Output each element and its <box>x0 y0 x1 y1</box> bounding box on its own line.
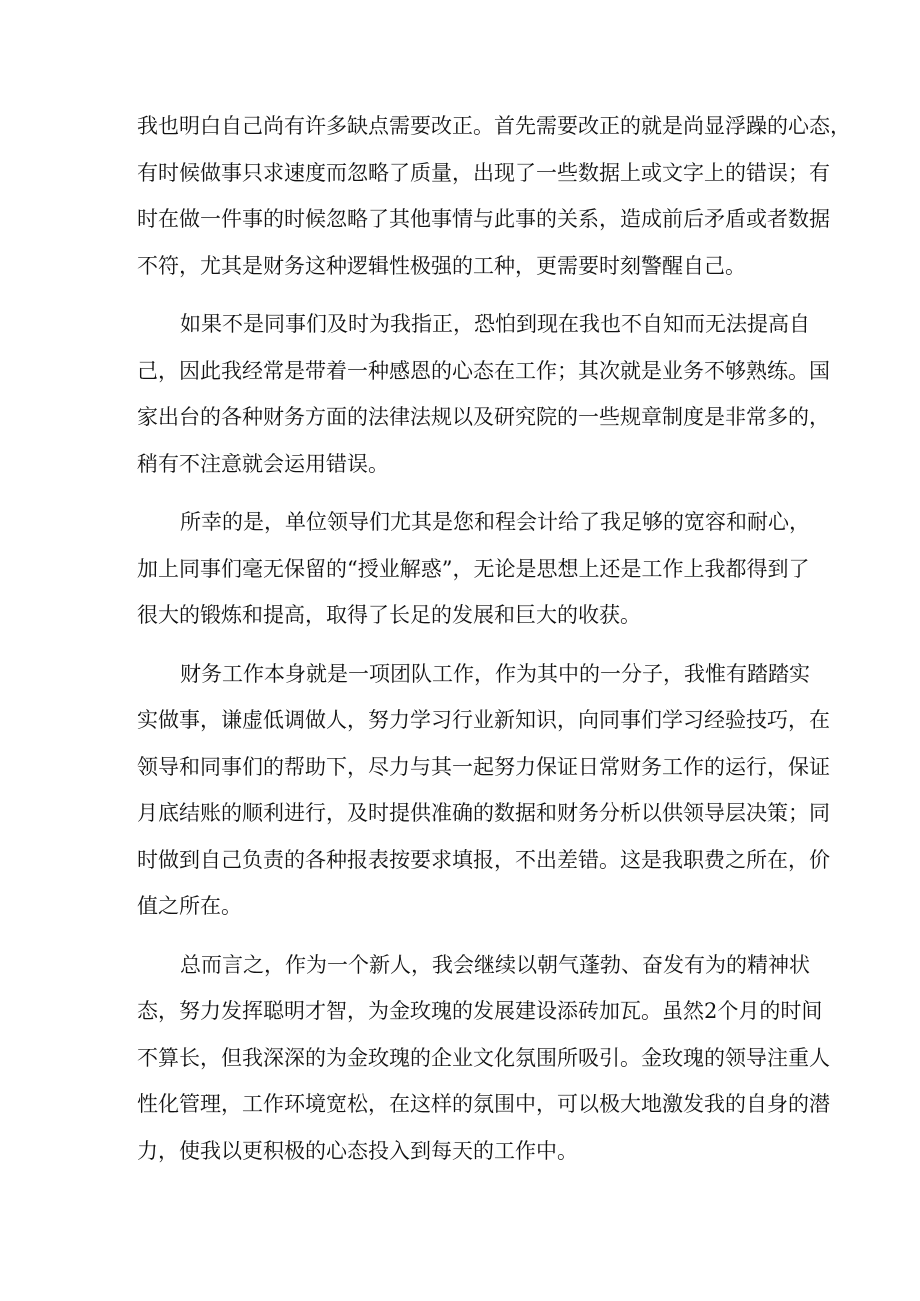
text-line: 值之所在。 <box>137 894 242 918</box>
text-line: 月底结账的顺利进行，及时提供准确的数据和财务分析以供领导层决策；同 <box>137 801 830 825</box>
text-line: 很大的锻炼和提高，取得了长足的发展和巨大的收获。 <box>137 603 641 627</box>
text-line: 所幸的是，单位领导们尤其是您和程会计给了我足够的宽容和耐心， <box>180 510 810 534</box>
text-line: 态，努力发挥聪明才智，为金玫瑰的发展建设添砖加瓦。虽然2个月的时间 <box>137 999 823 1023</box>
text-line: 时做到自己负责的各种报表按要求填报，不出差错。这是我职费之所在，价 <box>137 847 830 872</box>
text-line: 性化管理，工作环境宽松，在这样的氛围中，可以极大地激发我的自身的潜 <box>137 1092 830 1116</box>
text-line: 实做事，谦虚低调做人，努力学习行业新知识，向同事们学习经验技巧，在 <box>137 708 830 732</box>
text-line: 家出台的各种财务方面的法律法规以及研究院的一些规章制度是非常多的， <box>137 405 830 429</box>
text-line: 时在做一件事的时候忽略了其他事情与此事的关系，造成前后矛盾或者数据 <box>137 207 830 231</box>
text-line: 财务工作本身就是一项团队工作，作为其中的一分子，我惟有踏踏实 <box>180 661 810 686</box>
text-line: 不算长，但我深深的为金玫瑰的企业文化氛围所吸引。金玫瑰的领导注重人 <box>137 1045 830 1070</box>
paragraph <box>137 301 830 487</box>
paragraph <box>137 942 830 1175</box>
document-body <box>137 103 851 1186</box>
text-line: 不符，尤其是财务这种逻辑性极强的工种，更需要时刻警醒自己。 <box>137 253 746 278</box>
text-line: 如果不是同事们及时为我指正，恐怕到现在我也不自知而无法提高自 <box>180 312 810 336</box>
text-line: 力，使我以更积极的心态投入到每天的工作中。 <box>137 1138 578 1163</box>
paragraph <box>137 651 830 930</box>
text-line: 稍有不注意就会运用错误。 <box>137 451 389 476</box>
paragraph <box>137 103 851 289</box>
text-line: 加上同事们毫无保留的“授业解惑”，无论是思想上还是工作上我都得到了 <box>137 556 810 581</box>
text-line: 己，因此我经常是带着一种感恩的心态在工作；其次就是业务不够熟练。国 <box>137 358 830 383</box>
text-line: 总而言之，作为一个新人，我会继续以朝气蓬勃、奋发有为的精神状 <box>180 952 810 977</box>
text-line: 领导和同事们的帮助下，尽力与其一起努力保证日常财务工作的运行，保证 <box>137 754 830 779</box>
paragraph <box>137 499 810 639</box>
text-line: 有时候做事只求速度而忽略了质量，出现了一些数据上或文字上的错误；有 <box>137 160 830 185</box>
text-line: 我也明白自己尚有许多缺点需要改正。首先需要改正的就是尚显浮躁的心态， <box>137 114 851 138</box>
